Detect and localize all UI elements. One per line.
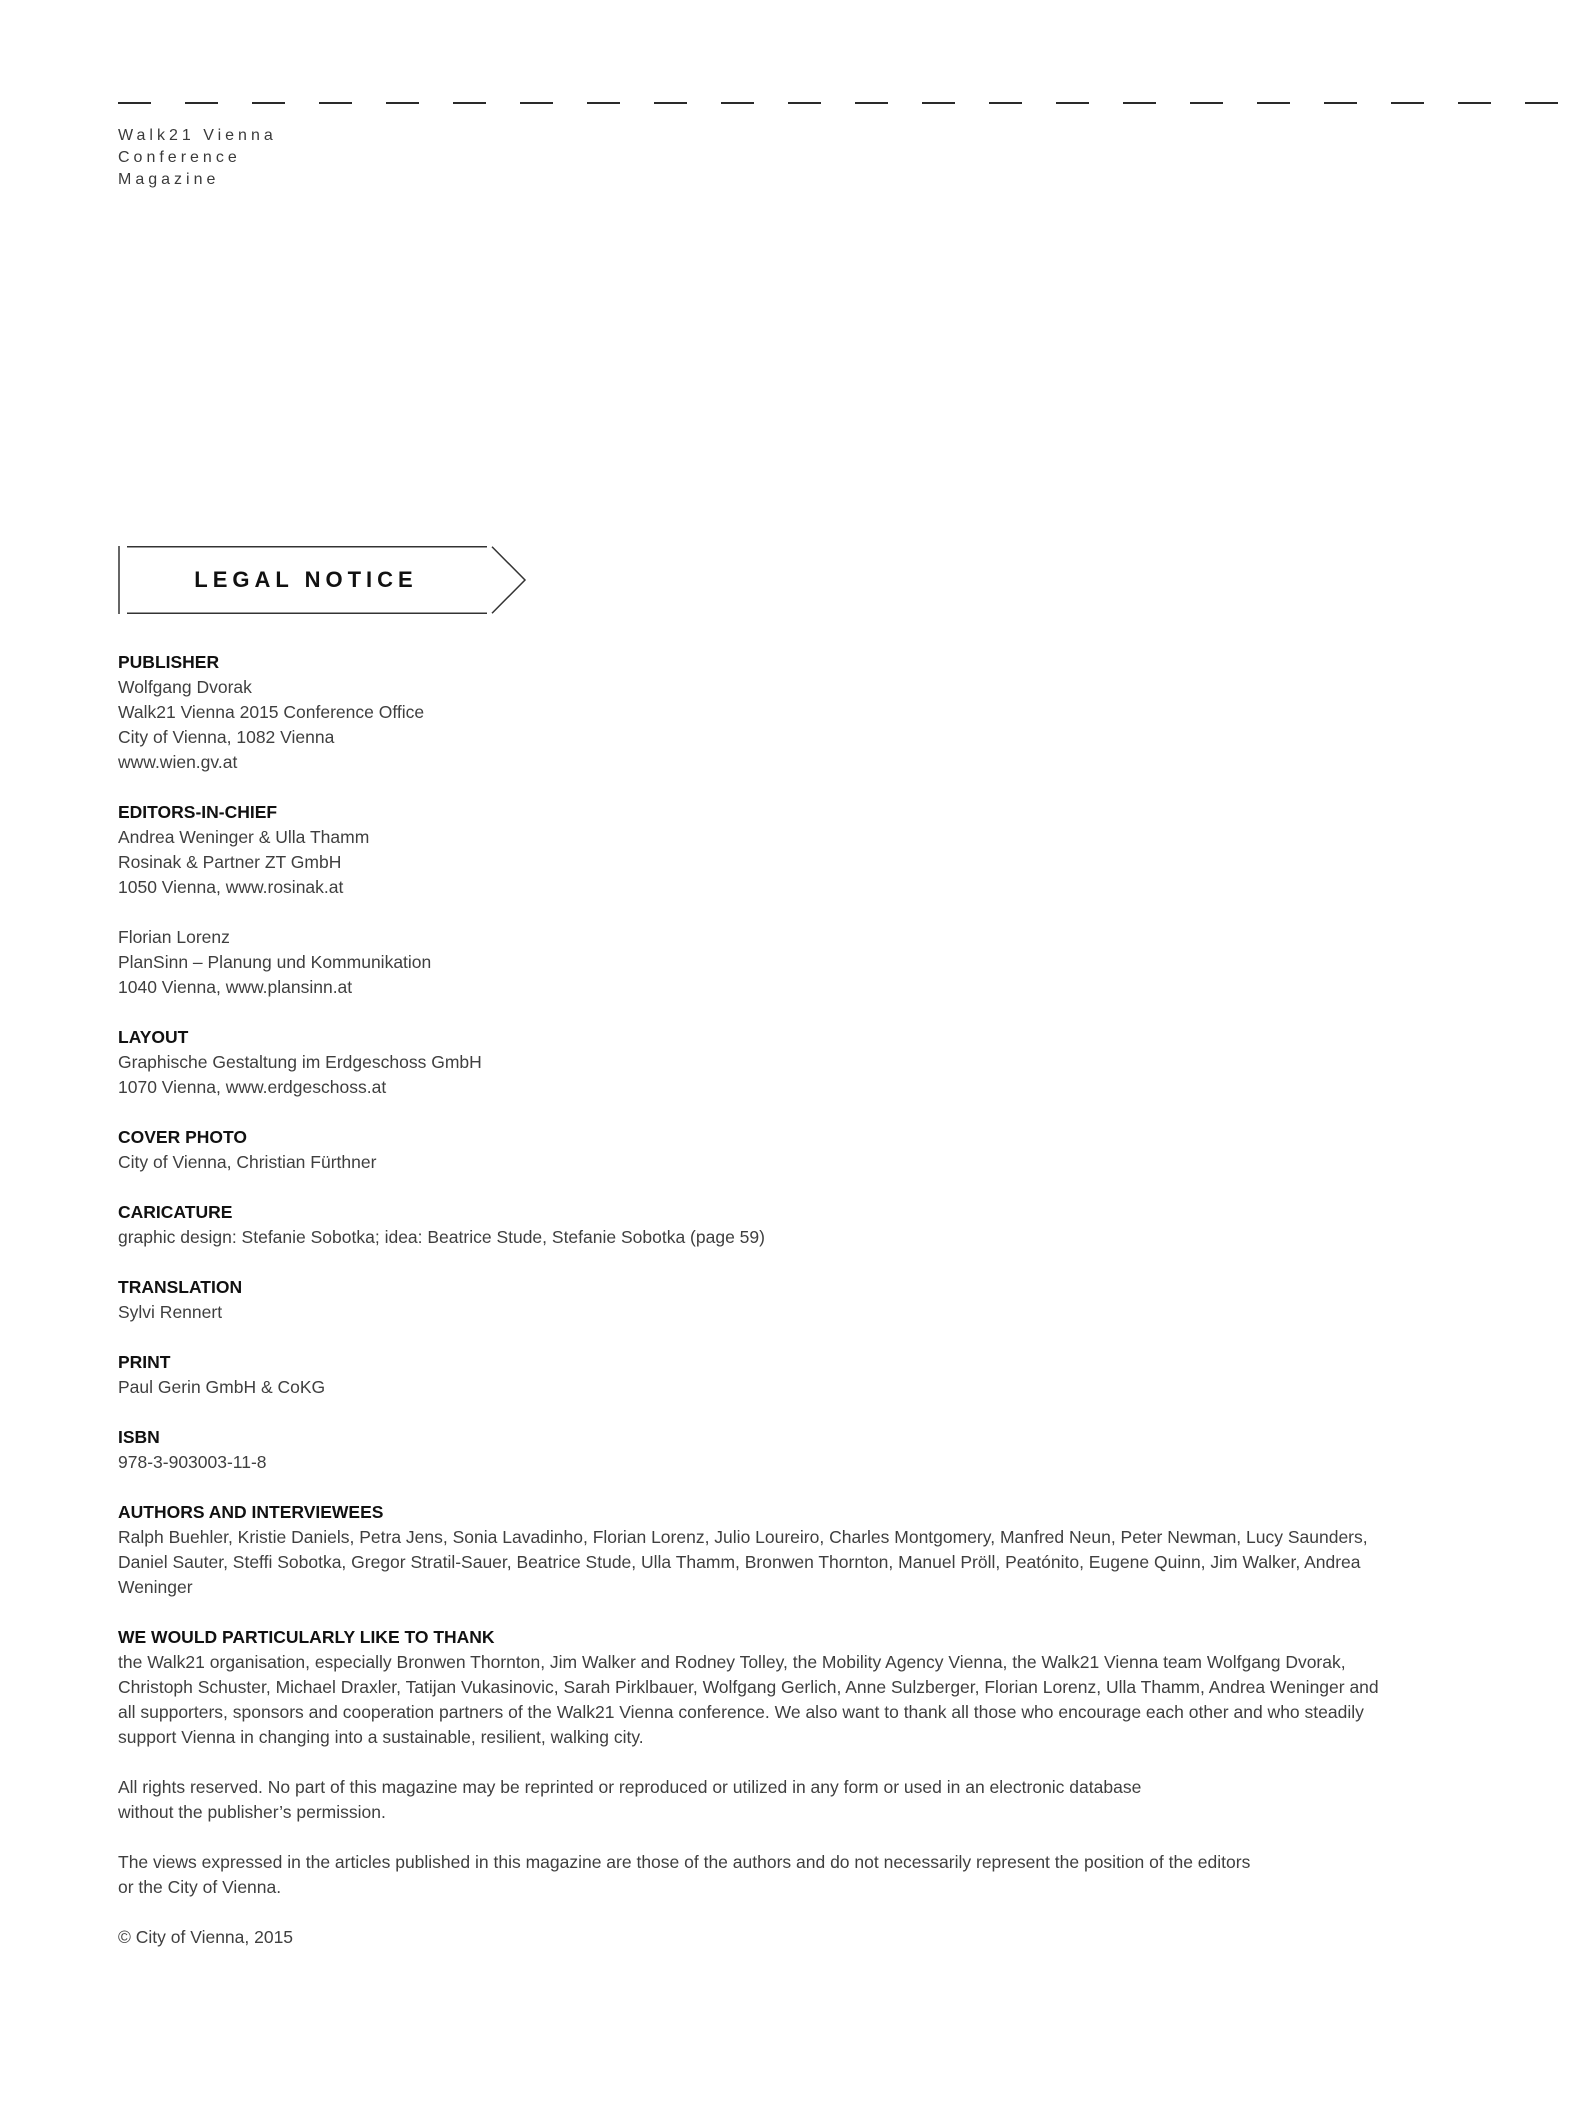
section-heading: CARICATURE bbox=[118, 1202, 233, 1222]
dash-segment bbox=[587, 102, 620, 104]
dash-segment bbox=[319, 102, 352, 104]
views-section bbox=[118, 1850, 1438, 1900]
dash-segment bbox=[654, 102, 687, 104]
copyright-line: © City of Vienna, 2015 bbox=[118, 1927, 294, 1947]
caricature-line: graphic design: Stefanie Sobotka; idea: Beatrice Stude, Stefanie Sobotka (page 59) bbox=[118, 1227, 765, 1247]
cover-photo-line: City of Vienna, Christian Fürthner bbox=[118, 1152, 377, 1172]
layout-line: Graphische Gestaltung im Erdgeschoss GmbH bbox=[118, 1052, 482, 1072]
editors-section bbox=[118, 800, 1438, 900]
rights-section bbox=[118, 1775, 1438, 1825]
dash-segment bbox=[855, 102, 888, 104]
caricature-section bbox=[118, 1200, 1438, 1250]
section-heading: WE WOULD PARTICULARLY LIKE TO THANK bbox=[118, 1627, 495, 1647]
magazine-title-line: Conference bbox=[118, 149, 241, 166]
section-heading: ISBN bbox=[118, 1427, 160, 1447]
dash-segment bbox=[1458, 102, 1491, 104]
dash-segment bbox=[185, 102, 218, 104]
translation-line: Sylvi Rennert bbox=[118, 1302, 223, 1322]
translation-section bbox=[118, 1275, 1438, 1325]
authors-line: Ralph Buehler, Kristie Daniels, Petra Jens, Sonia Lavadinho, Florian Lorenz, Julio Loureiro, Charles Montgomery, Manfred Neun, Peter Newman, Lucy Saunders, bbox=[118, 1527, 1368, 1547]
editors-line: PlanSinn – Planung und Kommunikation bbox=[118, 952, 432, 972]
views-line: The views expressed in the articles published in this magazine are those of the authors and do not necessarily represent the position of the editors bbox=[118, 1852, 1251, 1872]
magazine-title bbox=[118, 125, 277, 191]
cover-photo-section bbox=[118, 1125, 1438, 1175]
dash-segment bbox=[252, 102, 285, 104]
magazine-title-line: Magazine bbox=[118, 171, 220, 188]
section-heading: EDITORS-IN-CHIEF bbox=[118, 802, 278, 822]
dash-segment bbox=[1525, 102, 1558, 104]
thanks-line: all supporters, sponsors and cooperation partners of the Walk21 Vienna conference. We also want to thank all those who encourage each other and who steadily bbox=[118, 1702, 1364, 1722]
dash-segment bbox=[788, 102, 821, 104]
print-section bbox=[118, 1350, 1438, 1400]
section-heading: PUBLISHER bbox=[118, 652, 220, 672]
thanks-line: Christoph Schuster, Michael Draxler, Tatijan Vukasinovic, Sarah Pirklbauer, Wolfgang Gerlich, Anne Sulzberger, Florian Lorenz, Ulla Thamm, Andrea Weninger and bbox=[118, 1677, 1379, 1697]
editors-line: Andrea Weninger & Ulla Thamm bbox=[118, 827, 370, 847]
section-heading: PRINT bbox=[118, 1352, 171, 1372]
dash-segment bbox=[1257, 102, 1290, 104]
editors-line: Florian Lorenz bbox=[118, 927, 230, 947]
dashed-rule bbox=[118, 102, 1558, 104]
publisher-line: City of Vienna, 1082 Vienna bbox=[118, 727, 335, 747]
publisher-line: Wolfgang Dvorak bbox=[118, 677, 252, 697]
dash-segment bbox=[1391, 102, 1424, 104]
section-heading: TRANSLATION bbox=[118, 1277, 243, 1297]
dash-segment bbox=[1123, 102, 1156, 104]
layout-section bbox=[118, 1025, 1438, 1100]
dash-segment bbox=[989, 102, 1022, 104]
layout-line: 1070 Vienna, www.erdgeschoss.at bbox=[118, 1077, 387, 1097]
dash-segment bbox=[922, 102, 955, 104]
authors-line: Weninger bbox=[118, 1577, 193, 1597]
editors-line: Rosinak & Partner ZT GmbH bbox=[118, 852, 342, 872]
section-heading: AUTHORS AND INTERVIEWEES bbox=[118, 1502, 384, 1522]
magazine-title-line: Walk21 Vienna bbox=[118, 127, 277, 144]
rights-line: All rights reserved. No part of this magazine may be reprinted or reproduced or utilized in any form or used in an electronic database bbox=[118, 1777, 1142, 1797]
legal-notice-banner bbox=[118, 546, 530, 614]
legal-notice-title: LEGAL NOTICE bbox=[194, 567, 418, 592]
section-heading: COVER PHOTO bbox=[118, 1127, 248, 1147]
thanks-line: the Walk21 organisation, especially Bronwen Thornton, Jim Walker and Rodney Tolley, the Mobility Agency Vienna, the Walk21 Vienna team Wolfgang Dvorak, bbox=[118, 1652, 1346, 1672]
authors-line: Daniel Sauter, Steffi Sobotka, Gregor Stratil-Sauer, Beatrice Stude, Ulla Thamm, Bronwen Thornton, Manuel Pröll, Peatónito, Eugene Quinn, Jim Walker, Andrea bbox=[118, 1552, 1361, 1572]
editors-section-2 bbox=[118, 925, 1438, 1000]
dash-segment bbox=[520, 102, 553, 104]
authors-section bbox=[118, 1500, 1438, 1600]
rights-line: without the publisher’s permission. bbox=[118, 1802, 386, 1822]
legal-notice-content bbox=[118, 650, 1438, 1975]
dash-segment bbox=[386, 102, 419, 104]
publisher-section bbox=[118, 650, 1438, 775]
isbn-value: 978-3-903003-11-8 bbox=[118, 1452, 267, 1472]
editors-line: 1040 Vienna, www.plansinn.at bbox=[118, 977, 353, 997]
isbn-section bbox=[118, 1425, 1438, 1475]
dash-segment bbox=[1324, 102, 1357, 104]
thanks-section bbox=[118, 1625, 1438, 1750]
dash-segment bbox=[1056, 102, 1089, 104]
dash-segment bbox=[1190, 102, 1223, 104]
thanks-line: support Vienna in changing into a sustainable, resilient, walking city. bbox=[118, 1727, 644, 1747]
dash-segment bbox=[721, 102, 754, 104]
dash-segment bbox=[118, 102, 151, 104]
section-heading: LAYOUT bbox=[118, 1027, 189, 1047]
publisher-line: Walk21 Vienna 2015 Conference Office bbox=[118, 702, 425, 722]
views-line: or the City of Vienna. bbox=[118, 1877, 282, 1897]
publisher-website-link[interactable]: www.wien.gv.at bbox=[118, 752, 238, 772]
editors-line: 1050 Vienna, www.rosinak.at bbox=[118, 877, 344, 897]
copyright-section bbox=[118, 1925, 1438, 1950]
dash-segment bbox=[453, 102, 486, 104]
print-line: Paul Gerin GmbH & CoKG bbox=[118, 1377, 326, 1397]
